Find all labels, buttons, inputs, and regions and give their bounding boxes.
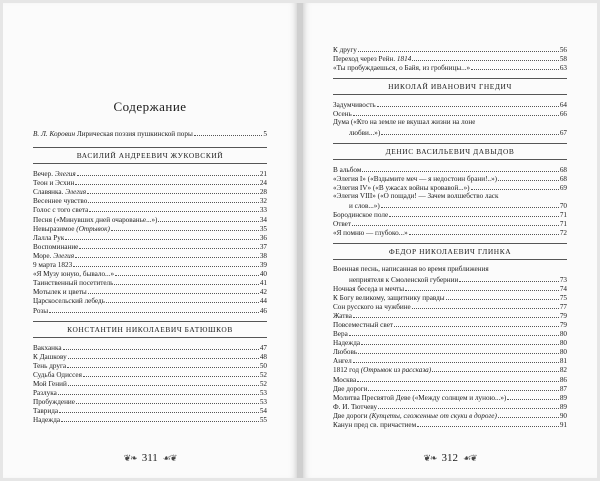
- entry-page: 82: [559, 366, 567, 375]
- entry-text: [333, 285, 404, 294]
- entry-title: Ответ: [333, 220, 352, 229]
- entry-page: 70: [559, 202, 567, 211]
- dot-leader: [368, 384, 558, 391]
- entry-page: 87: [559, 384, 567, 393]
- entry-title: «Элегия VIII» («О пощади! — Зачем волшебство ласк: [333, 191, 499, 200]
- dot-leader: [77, 169, 259, 176]
- dot-leader: [412, 302, 559, 309]
- toc-entry: [33, 187, 267, 196]
- toc-entry: [333, 100, 567, 109]
- toc-entry: [33, 352, 267, 361]
- entry-page: 34: [259, 215, 267, 224]
- entry-page: 64: [559, 101, 567, 110]
- entry-page: 72: [559, 229, 567, 238]
- entry-title: Розы: [33, 306, 49, 315]
- section-heading: КОНСТАНТИН НИКОЛАЕВИЧ БАТЮШКОВ: [33, 321, 267, 338]
- entry-title: Мотылек и цветы: [33, 288, 87, 297]
- entry-page: 66: [559, 110, 567, 119]
- entry-page: 77: [559, 302, 567, 311]
- left-content: [33, 99, 267, 424]
- entry-page: 42: [259, 288, 267, 297]
- dot-leader: [353, 356, 559, 363]
- entry-page: 39: [259, 261, 267, 270]
- entry-text: [33, 252, 74, 261]
- entry-text: [333, 220, 351, 229]
- entry-title: К другу: [333, 46, 357, 54]
- entry-title: Вакханка: [33, 343, 62, 352]
- entry-title: Весеннее чувство: [33, 197, 88, 206]
- entry-page: 40: [259, 270, 267, 279]
- entry-title: Две дороги: [333, 384, 368, 393]
- intro-text: Лирическая поэзия пушкинской поры: [75, 130, 193, 138]
- entry-text: [333, 192, 499, 201]
- entry-page: 74: [559, 284, 567, 293]
- dot-leader: [353, 109, 559, 116]
- entry-title: К Богу великому, защитнику правды: [333, 293, 445, 302]
- entry-text: [33, 362, 66, 371]
- entry-title: Море.: [33, 251, 54, 260]
- entry-page: 86: [559, 375, 567, 384]
- folio-right: [303, 452, 597, 464]
- entry-text: [333, 403, 377, 412]
- entry-page: 71: [559, 211, 567, 220]
- entry-page: 44: [259, 297, 267, 306]
- entry-page: 68: [559, 165, 567, 174]
- toc-entry: [333, 210, 567, 219]
- entry-title: Вера: [333, 330, 348, 339]
- entry-page: 91: [559, 421, 567, 429]
- dot-leader: [76, 397, 259, 404]
- dot-leader: [67, 361, 259, 368]
- entry-page: 80: [559, 339, 567, 348]
- entry-text: [33, 416, 60, 425]
- section-heading: ДЕНИС ВАСИЛЬЕВИЧ ДАВЫДОВ: [333, 143, 567, 160]
- entry-title: Вечер.: [33, 170, 55, 179]
- entry-title: Ночная беседа и мечты: [333, 284, 405, 293]
- dot-leader: [498, 174, 559, 181]
- toc-entry: [33, 251, 267, 260]
- dot-leader: [83, 370, 259, 377]
- entry-title: 9 марта 1823: [33, 261, 73, 270]
- entry-page: 53: [259, 389, 267, 398]
- entry-page: 67: [559, 128, 567, 137]
- dot-leader: [63, 343, 259, 350]
- dot-leader: [394, 320, 559, 327]
- right-content: [333, 45, 567, 429]
- entry-text: [33, 243, 78, 252]
- dot-leader: [409, 228, 559, 235]
- ornament-icon: ☙❦: [462, 452, 477, 463]
- dot-leader: [79, 242, 258, 249]
- dot-leader: [114, 278, 258, 285]
- toc-entry: [33, 224, 267, 233]
- entry-page: 52: [259, 370, 267, 379]
- entry-text: [333, 376, 356, 385]
- entry-title: «Ты пробуждаешься, о Байя, из гробницы...»: [333, 64, 471, 73]
- entry-note: Элегия: [65, 188, 87, 197]
- entry-text: [33, 197, 87, 206]
- toc-entry: [33, 406, 267, 415]
- entry-text: [333, 421, 416, 430]
- entry-title: Жатва: [333, 311, 352, 320]
- entry-title: Москва: [333, 375, 357, 384]
- toc-entry: [333, 411, 567, 420]
- entry-page: 81: [559, 357, 567, 366]
- page-311: [3, 3, 297, 478]
- entry-page: 33: [259, 206, 267, 215]
- entry-title: Молитва Пресвятой Деве («Между солнцем и луною...»): [333, 393, 507, 402]
- entry-page: 73: [559, 275, 567, 284]
- ornament-icon: ☙❦: [162, 452, 177, 463]
- dot-leader: [65, 233, 258, 240]
- toc-entry: [33, 296, 267, 305]
- entry-note: (Отрывок): [76, 224, 110, 233]
- dot-leader: [381, 201, 559, 208]
- entry-page: 24: [259, 179, 267, 188]
- entry-page: 75: [559, 293, 567, 302]
- dot-leader: [412, 54, 559, 61]
- toc-entry: [33, 269, 267, 278]
- page-number: 311: [141, 452, 158, 464]
- entry-text: [33, 188, 86, 197]
- contents-title: Содержание: [113, 99, 187, 114]
- entry-title: Канун пред св. причастием: [333, 421, 417, 429]
- page-312: [303, 3, 597, 478]
- entry-text: [33, 130, 193, 139]
- entry-page: 79: [559, 320, 567, 329]
- toc-entry: [33, 169, 267, 178]
- toc-entry: [33, 233, 267, 242]
- entry-page: 89: [559, 402, 567, 411]
- toc-entry: [333, 375, 567, 384]
- entry-text: [33, 307, 48, 316]
- entry-title: Песня («Минувших дней очарованье...»): [33, 215, 158, 224]
- entry-title: Осень: [333, 110, 352, 119]
- dot-leader: [89, 205, 259, 212]
- toc-entry: [333, 183, 567, 192]
- toc-entry: [333, 219, 567, 228]
- dot-leader: [73, 260, 259, 267]
- toc-entry: [333, 165, 567, 174]
- dot-leader: [471, 183, 559, 190]
- dot-leader: [353, 311, 559, 318]
- entry-title: Дума («Кто на земле не вкушал жизни на лоне: [333, 118, 476, 127]
- right-sections: [333, 78, 567, 429]
- toc-entry: [33, 370, 267, 379]
- dot-leader: [498, 411, 559, 418]
- dot-leader: [61, 415, 259, 422]
- entry-text: [33, 344, 62, 353]
- page-number: 312: [441, 452, 458, 464]
- entry-title: «Элегия IV» («В ужасах войны кровавой...»): [333, 183, 470, 192]
- entry-page: 69: [559, 183, 567, 192]
- entry-page: 38: [259, 251, 267, 260]
- entry-page: 79: [559, 311, 567, 320]
- toc-entry: [333, 329, 567, 338]
- toc-entry: [33, 415, 267, 424]
- toc-entry: [333, 275, 567, 284]
- entry-title: Две дороги: [333, 411, 370, 420]
- entry-text: [333, 357, 352, 366]
- entry-page: 63: [559, 64, 567, 73]
- dot-leader: [349, 329, 559, 336]
- dot-leader: [358, 45, 559, 52]
- entry-title: Надежда: [333, 339, 361, 348]
- dot-leader: [362, 165, 558, 172]
- entry-title: «Я помню — глубоко...»: [333, 229, 408, 238]
- entry-title: Таврида: [33, 407, 59, 416]
- section-heading: ВАСИЛИЙ АНДРЕЕВИЧ ЖУКОВСКИЙ: [33, 147, 267, 164]
- entry-title: Таинственный посетитель: [33, 279, 114, 288]
- entry-title: Военная песнь, написанная во время приближения: [333, 265, 489, 274]
- dot-leader: [75, 178, 258, 185]
- toc-entry: [333, 356, 567, 365]
- dot-leader: [352, 219, 559, 226]
- ornament-icon: ❦❧: [123, 452, 137, 463]
- toc-entry: [33, 388, 267, 397]
- entry-title: Теон и Эсхин: [33, 179, 75, 188]
- toc-entry: [333, 311, 567, 320]
- toc-entry: [33, 178, 267, 187]
- toc-entry: [33, 278, 267, 287]
- entry-page: 21: [259, 170, 267, 179]
- toc-entry: [333, 201, 567, 210]
- entry-text: [333, 129, 380, 138]
- entry-title: Воспоминание: [33, 242, 79, 251]
- toc-entry: [333, 118, 567, 127]
- entry-page: 58: [559, 55, 567, 64]
- entry-text: [33, 270, 114, 279]
- entry-text: [33, 179, 74, 188]
- folio-left: [3, 452, 297, 464]
- entry-page: 5: [263, 130, 267, 138]
- entry-title: Судьба Одиссея: [33, 370, 82, 379]
- entry-page: 56: [559, 46, 567, 54]
- entry-text: [33, 261, 72, 270]
- dot-leader: [194, 129, 263, 136]
- dot-leader: [49, 306, 259, 313]
- entry-text: [33, 170, 76, 179]
- entry-title: В альбом: [333, 165, 362, 174]
- toc-entry: [333, 284, 567, 293]
- toc-entry: [333, 174, 567, 183]
- dot-leader: [58, 388, 259, 395]
- entry-title: Тень друга: [33, 361, 67, 370]
- dot-leader: [507, 393, 558, 400]
- toc-entry: [333, 54, 567, 63]
- dot-leader: [432, 365, 559, 372]
- entry-title: «Элегия I» («Вздымите меч — я недостоин брани!..»): [333, 174, 498, 183]
- dot-leader: [377, 100, 559, 107]
- entry-title: Любовь: [333, 348, 358, 357]
- entry-title: Царскосельский лебедь: [33, 297, 105, 306]
- entry-title: неприятеля к Смоленской губернии: [349, 275, 459, 284]
- entry-text: [33, 234, 64, 243]
- toc-entry: [33, 205, 267, 214]
- dot-leader: [446, 293, 559, 300]
- dot-leader: [68, 352, 259, 359]
- toc-entry: [33, 306, 267, 315]
- section-heading: ФЕДОР НИКОЛАЕВИЧ ГЛИНКА: [333, 243, 567, 260]
- toc-entry: [33, 287, 267, 296]
- entry-title: 1812 год: [333, 366, 361, 375]
- dot-leader: [358, 347, 559, 354]
- entry-page: 52: [259, 379, 267, 388]
- entry-text: [333, 202, 380, 211]
- entry-text: [333, 229, 408, 238]
- dot-leader: [381, 128, 559, 135]
- entry-title: Славянка.: [33, 188, 66, 197]
- entry-title: Невыразимое: [33, 224, 77, 233]
- entry-text: [333, 265, 489, 274]
- entry-text: [333, 118, 475, 127]
- entry-page: 90: [559, 411, 567, 420]
- dot-leader: [59, 406, 259, 413]
- toc-entry: [333, 402, 567, 411]
- dot-leader: [88, 196, 258, 203]
- entry-text: [333, 64, 470, 73]
- entry-title: «Я Музу юную, бывало...»: [33, 270, 115, 279]
- entry-page: 55: [259, 416, 267, 425]
- section-heading: НИКОЛАЙ ИВАНОВИЧ ГНЕДИЧ: [333, 78, 567, 95]
- left-sections: [33, 147, 267, 424]
- entry-title: Повсеместный свет: [333, 320, 394, 329]
- entry-page: 80: [559, 348, 567, 357]
- entry-title: Лалла Рук: [33, 233, 65, 242]
- dot-leader: [106, 296, 259, 303]
- toc-entry: [333, 302, 567, 311]
- dot-leader: [378, 402, 559, 409]
- dot-leader: [158, 215, 258, 222]
- entry-title: К Дашкову: [33, 352, 67, 361]
- toc-entry: [333, 393, 567, 402]
- toc-entry: [333, 338, 567, 347]
- entry-page: 89: [559, 393, 567, 402]
- dot-leader: [87, 187, 259, 194]
- toc-entry: [33, 379, 267, 388]
- entry-page: 68: [559, 174, 567, 183]
- dot-leader: [471, 63, 559, 70]
- entry-page: 46: [259, 306, 267, 315]
- entry-note: (Купцеты, сложенные от скуки в дороге): [369, 411, 497, 420]
- entry-text: [33, 353, 67, 362]
- dot-leader: [88, 287, 259, 294]
- dot-leader: [389, 210, 559, 217]
- ornament-icon: ❦❧: [423, 452, 437, 463]
- entry-text: [33, 206, 88, 215]
- entry-title: Мой Гений: [33, 379, 67, 388]
- toc-entry: [333, 265, 567, 274]
- entry-text: [333, 55, 411, 64]
- entry-text: [333, 339, 360, 348]
- entry-title: Разлука: [33, 389, 57, 398]
- toc-entry: [333, 384, 567, 393]
- toc-entry: [33, 215, 267, 224]
- entry-title: Ангел: [333, 357, 352, 366]
- entry-page: 54: [259, 407, 267, 416]
- entry-text: [333, 385, 367, 394]
- dot-leader: [405, 284, 559, 291]
- entry-page: 80: [559, 330, 567, 339]
- entry-page: 36: [259, 233, 267, 242]
- toc-entry: [33, 196, 267, 205]
- entry-note: (Отрывок из рассказа): [360, 366, 432, 375]
- toc-entry: [33, 242, 267, 251]
- dot-leader: [111, 224, 259, 231]
- entry-note: Элегия: [53, 251, 75, 260]
- entry-text: [33, 407, 58, 416]
- toc-entry: [333, 109, 567, 118]
- entry-note: 1814: [396, 55, 412, 64]
- entry-title: Ф. И. Тютчеву: [333, 402, 378, 411]
- entry-text: [333, 312, 352, 321]
- toc-entry: [33, 343, 267, 352]
- toc-entry: [333, 365, 567, 374]
- dot-leader: [361, 338, 559, 345]
- dot-leader: [115, 269, 259, 276]
- toc-entry: [33, 361, 267, 370]
- toc-entry: [333, 420, 567, 429]
- entry-page: 28: [259, 188, 267, 197]
- right-top-entries: [333, 45, 567, 72]
- toc-entry: [333, 63, 567, 72]
- entry-title: Пробуждение: [33, 398, 75, 407]
- toc-entry: [333, 293, 567, 302]
- entry-text: [333, 46, 357, 55]
- entry-page: 37: [259, 242, 267, 251]
- entry-text: [333, 166, 361, 175]
- entry-page: 41: [259, 279, 267, 288]
- entry-page: 47: [259, 343, 267, 352]
- entry-title: Переход через Рейн.: [333, 55, 397, 64]
- entry-page: 32: [259, 197, 267, 206]
- toc-entry: [333, 320, 567, 329]
- entry-title: Голос с того света: [33, 206, 89, 215]
- toc-entry: [333, 228, 567, 237]
- entry-title: Задумчивость: [333, 101, 376, 110]
- entry-title: Бородинское поле: [333, 211, 389, 220]
- dot-leader: [357, 375, 559, 382]
- entry-title: и слов...»): [349, 202, 380, 211]
- toc-entry: [333, 192, 567, 201]
- toc-entry-intro: [33, 129, 267, 138]
- dot-leader: [75, 251, 259, 258]
- entry-text: [33, 389, 57, 398]
- entry-page: 53: [259, 398, 267, 407]
- entry-text: [33, 288, 87, 297]
- dot-leader: [417, 420, 559, 427]
- entry-page: 71: [559, 220, 567, 229]
- entry-title: Надежда: [33, 416, 61, 425]
- toc-entry: [33, 260, 267, 269]
- toc-entry: [333, 45, 567, 54]
- entry-title: любви...»): [349, 128, 381, 137]
- toc-entry: [333, 347, 567, 356]
- intro-author: В. Л. Коровин: [33, 130, 76, 138]
- dot-leader: [68, 379, 259, 386]
- toc-entry: [333, 128, 567, 137]
- entry-page: 48: [259, 352, 267, 361]
- entry-page: 50: [259, 361, 267, 370]
- entry-page: 35: [259, 224, 267, 233]
- dot-leader: [459, 275, 559, 282]
- entry-title: Сон русского на чужбине: [333, 302, 411, 311]
- entry-text: [333, 330, 348, 339]
- entry-note: Элегия: [54, 170, 76, 179]
- toc-entry: [33, 397, 267, 406]
